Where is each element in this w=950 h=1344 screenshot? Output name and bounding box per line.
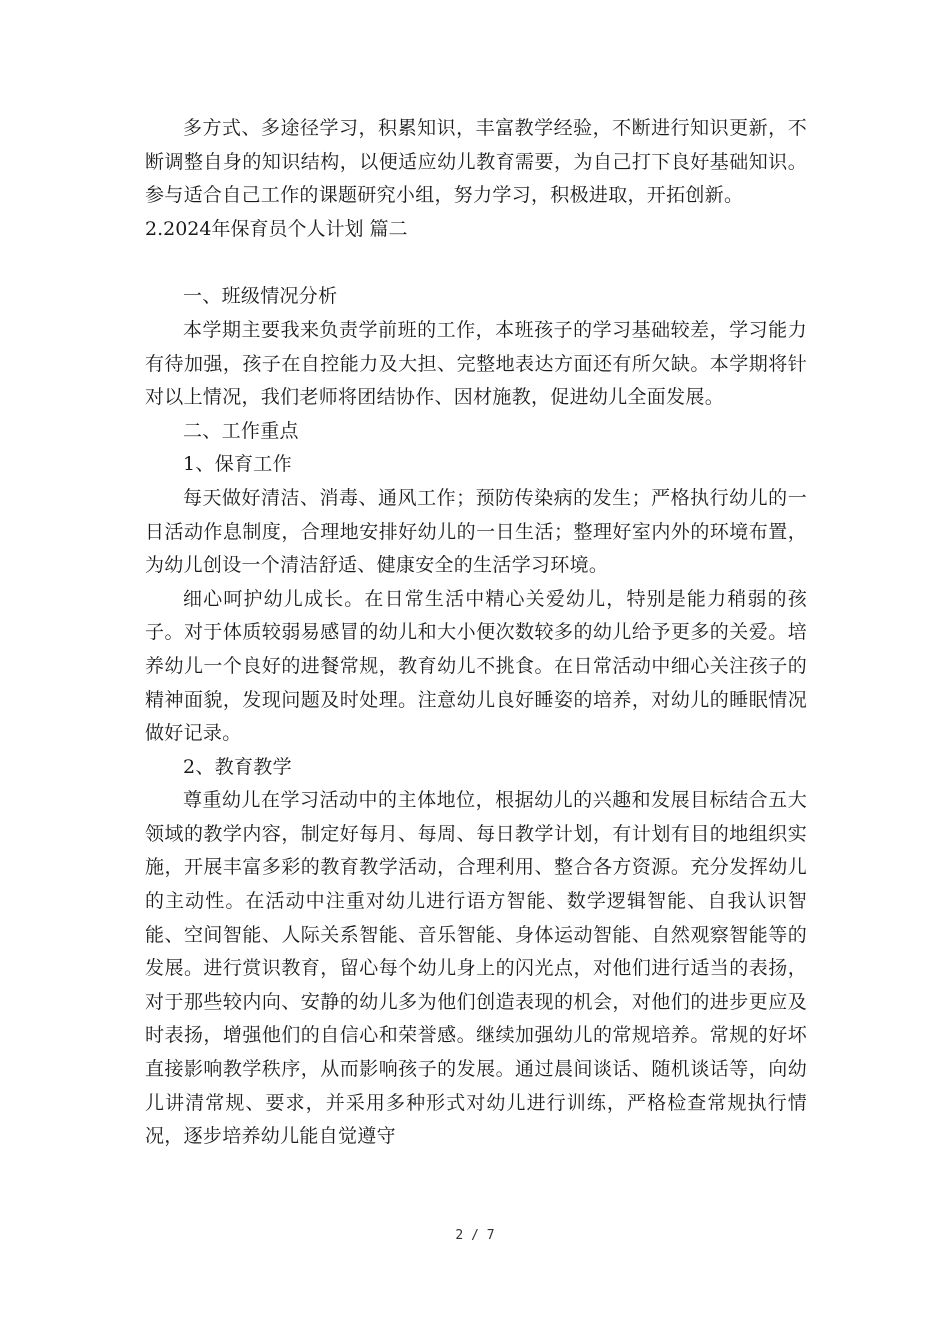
heading-work-focus: 二、工作重点 (183, 419, 299, 442)
paragraph-continuation: 多方式、多途径学习，积累知识，丰富教学经验，不断进行知识更新，不断调整自身的知识结构，以便适应幼儿教育需要，为自己打下良好基础知识。参与适合自己工作的课题研究小组，努力学习，积极进取，开拓创新。 (145, 117, 807, 207)
paragraph-class-analysis: 本学期主要我来负责学前班的工作，本班孩子的学习基础较差，学习能力有待加强，孩子在自控能力及大担、完整地表达方面还有所欠缺。本学期将针对以上情况，我们老师将团结协作、因材施教，促进幼儿全面发展。 (145, 318, 807, 409)
section-title: 2.2024年保育员个人计划 篇二 (145, 217, 408, 240)
page-number: 2 / 7 (455, 1228, 495, 1243)
document-page (145, 112, 807, 1154)
paragraph-education: 尊重幼儿在学习活动中的主体地位，根据幼儿的兴趣和发展目标结合五大领域的教学内容，制定好每月、每周、每日教学计划，有计划有目的地组织实施，开展丰富多彩的教育教学活动，合理利用、整合各方资源。充分发挥幼儿的主动性。在活动中注重对幼儿进行语方智能、数学逻辑智能、自我认识智能、空间智能、人际关系智能、音乐智能、身体运动智能、自然观察智能等的发展。进行赏识教育，留心每个幼儿身上的闪光点，对他们进行适当的表扬，对于那些较内向、安静的幼儿多为他们创造表现的机会，对他们的进步更应及时表扬，增强他们的自信心和荣誉感。继续加强幼儿的常规培养。常规的好坏直接影响教学秩序，从而影响孩子的发展。通过晨间谈话、随机谈话等，向幼儿讲清常规、要求，并采用多种形式对幼儿进行训练，严格检查常规执行情况，逐步培养幼儿能自觉遵守 (145, 789, 807, 1148)
paragraph-care-attention: 细心呵护幼儿成长。在日常生活中精心关爱幼儿，特别是能力稍弱的孩子。对于体质较弱易感冒的幼儿和大小便次数较多的幼儿给予更多的关爱。培养幼儿一个良好的进餐常规，教育幼儿不挑食。在日常活动中细心关注孩子的精神面貌，发现问题及时处理。注意幼儿良好睡姿的培养，对幼儿的睡眠情况做好记录。 (145, 587, 807, 745)
paragraph-care-daily: 每天做好清洁、消毒、通风工作；预防传染病的发生；严格执行幼儿的一日活动作息制度，合理地安排好幼儿的一日生活；整理好室内外的环境布置，为幼儿创设一个清洁舒适、健康安全的生活学习环境。 (145, 486, 807, 577)
heading-care-work: 1、保育工作 (183, 453, 292, 476)
heading-education: 2、教育教学 (183, 755, 292, 778)
heading-class-analysis: 一、班级情况分析 (183, 285, 338, 308)
spacer (145, 246, 807, 280)
